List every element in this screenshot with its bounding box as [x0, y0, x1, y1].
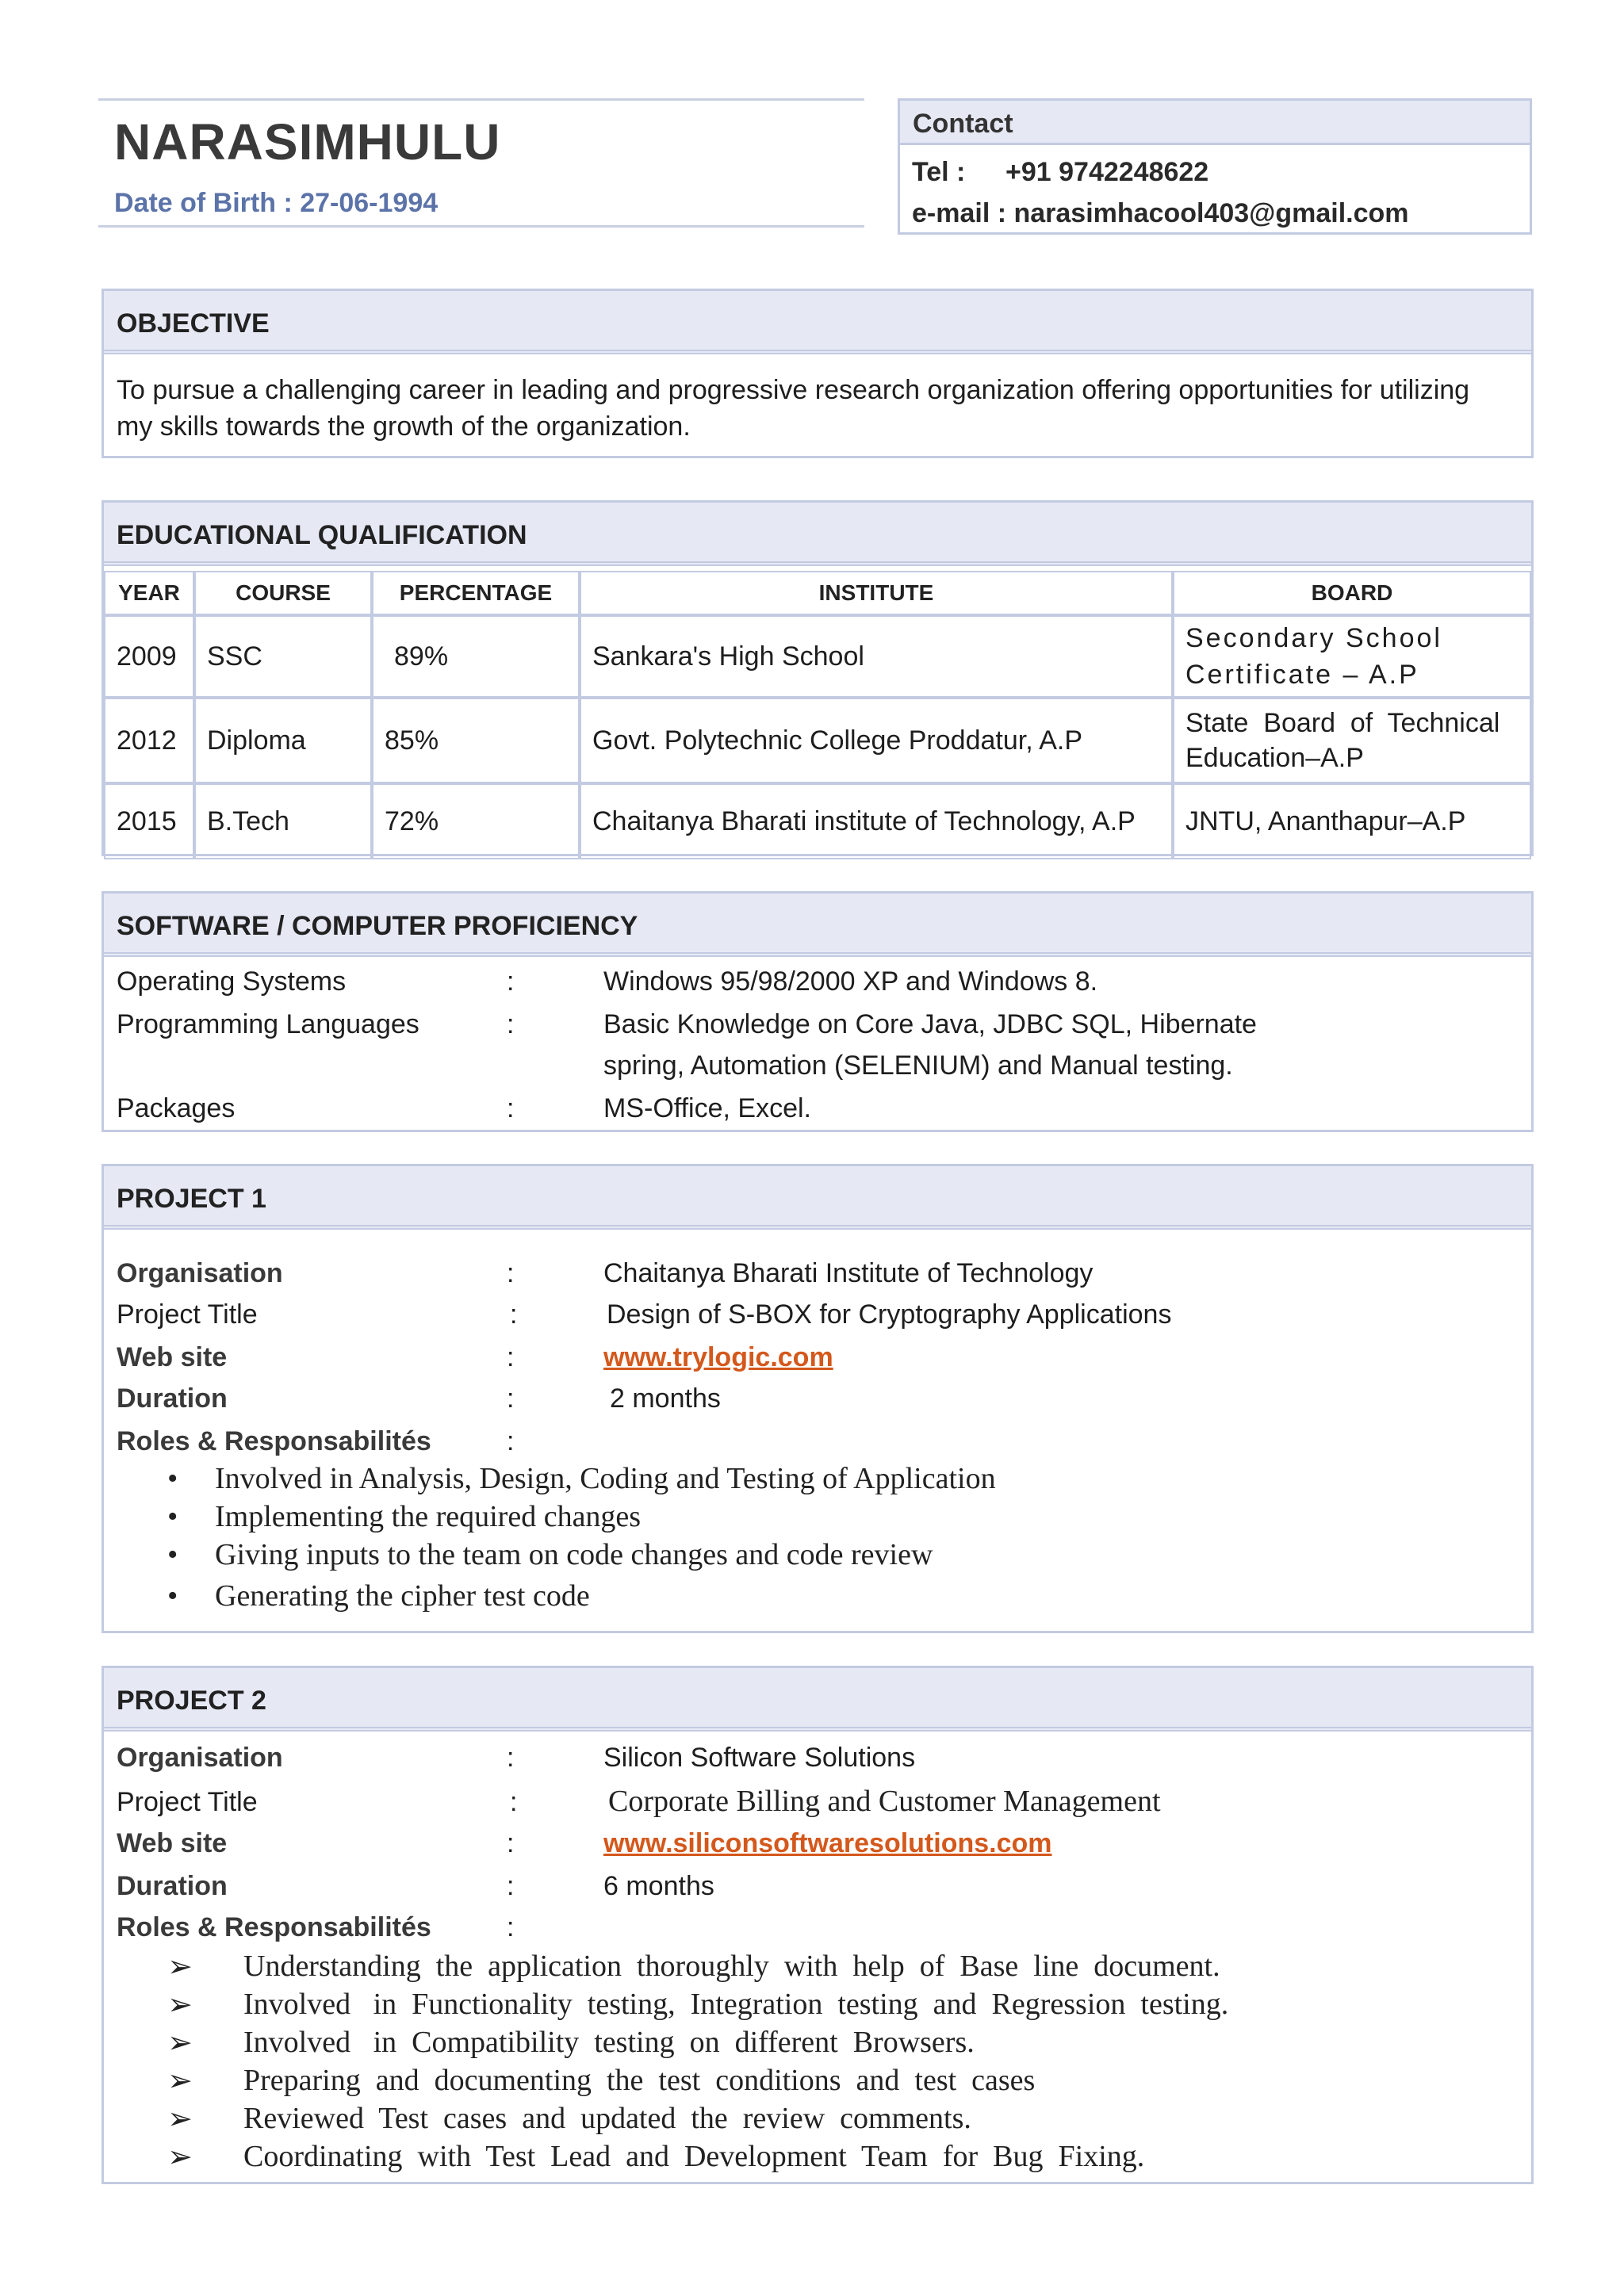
- p2-org-value: Silicon Software Solutions: [603, 1743, 916, 1773]
- p1-bullet: Involved in Analysis, Design, Coding and Testing of Application: [215, 1462, 996, 1495]
- board-line-1: State Board of Technical: [1185, 708, 1500, 738]
- project2-header: [104, 1668, 1531, 1732]
- p1-org-colon: :: [507, 1258, 515, 1288]
- cell-percentage: 89%: [372, 615, 580, 698]
- tel-label: Tel :: [912, 157, 966, 187]
- p2-title-label: Project Title: [117, 1787, 258, 1817]
- bullet-icon: •: [167, 1500, 178, 1533]
- board-line-1: Secondary School: [1185, 623, 1442, 653]
- p2-bullet: Reviewed Test cases and updated the review comments.: [243, 2102, 971, 2135]
- p2-bullet: Coordinating with Test Lead and Development Team for Bug Fixing.: [243, 2140, 1145, 2173]
- pkg-label: Packages: [117, 1093, 236, 1123]
- cell-percentage: 85%: [372, 698, 580, 783]
- cell-year: 2015: [104, 783, 194, 859]
- p2-duration-value: 6 months: [603, 1871, 714, 1901]
- contact-header: [900, 101, 1530, 145]
- p1-org-label: Organisation: [117, 1258, 283, 1288]
- objective-section: [102, 289, 1534, 458]
- software-section: [102, 891, 1534, 1132]
- col-header-year: YEAR: [104, 571, 194, 615]
- cell-year: 2012: [104, 698, 194, 783]
- p1-title-label: Project Title: [117, 1299, 258, 1330]
- objective-line-1: To pursue a challenging career in leading and progressive research organization offering opportunities for utilizing: [117, 375, 1470, 405]
- pl-label: Programming Languages: [117, 1009, 419, 1039]
- bullet-icon: •: [167, 1462, 178, 1495]
- p1-title-value: Design of S-BOX for Cryptography Applications: [607, 1299, 1172, 1330]
- p2-bullet: Involved in Functionality testing, Integration testing and Regression testing.: [243, 1988, 1229, 2021]
- p2-roles-colon: :: [507, 1912, 515, 1942]
- os-value: Windows 95/98/2000 XP and Windows 8.: [603, 966, 1098, 997]
- candidate-name: NARASIMHULU: [114, 113, 501, 170]
- table-row: [104, 615, 1531, 698]
- email-value[interactable]: e-mail : narasimhacool403@gmail.com: [912, 198, 1409, 228]
- arrow-bullet-icon: ➢: [167, 1988, 193, 2022]
- p1-duration-colon: :: [507, 1383, 515, 1414]
- header-divider-top: [98, 98, 864, 101]
- p2-bullet: Involved in Compatibility testing on different Browsers.: [243, 2026, 975, 2059]
- pkg-value: MS-Office, Excel.: [603, 1093, 811, 1123]
- cell-board: [1173, 615, 1531, 698]
- project1-section: [102, 1164, 1534, 1633]
- os-label: Operating Systems: [117, 966, 347, 997]
- cell-year: 2009: [104, 615, 194, 698]
- table-header-row: [104, 571, 1531, 615]
- p1-web-colon: :: [507, 1342, 515, 1372]
- p1-roles-colon: :: [507, 1426, 515, 1456]
- p2-web-label: Web site: [117, 1828, 228, 1858]
- table-row: [104, 698, 1531, 783]
- project1-title: PROJECT 1: [117, 1184, 266, 1214]
- p1-website-link[interactable]: www.trylogic.com: [603, 1342, 833, 1372]
- pl-value-2: spring, Automation (SELENIUM) and Manual testing.: [603, 1050, 1233, 1081]
- p2-org-label: Organisation: [117, 1743, 283, 1773]
- p2-duration-label: Duration: [117, 1871, 228, 1901]
- p1-web-label: Web site: [117, 1342, 228, 1372]
- education-table: [104, 571, 1531, 859]
- cell-institute: Chaitanya Bharati institute of Technology, A.P: [580, 783, 1173, 859]
- pkg-colon: :: [507, 1093, 515, 1123]
- project2-title: PROJECT 2: [117, 1686, 266, 1716]
- project1-header: [104, 1166, 1531, 1230]
- p2-roles-label: Roles & Responsabilités: [117, 1912, 431, 1942]
- cell-institute: Govt. Polytechnic College Proddatur, A.P: [580, 698, 1173, 783]
- p2-title-colon: :: [510, 1787, 518, 1817]
- cell-board: JNTU, Ananthapur–A.P: [1173, 783, 1531, 859]
- objective-line-2: my skills towards the growth of the organization.: [117, 411, 691, 442]
- education-section: [102, 500, 1534, 856]
- col-header-institute: INSTITUTE: [580, 571, 1173, 615]
- project2-section: [102, 1666, 1534, 2184]
- pl-colon: :: [507, 1009, 515, 1039]
- col-header-percentage: PERCENTAGE: [372, 571, 580, 615]
- p2-title-value: Corporate Billing and Customer Management: [608, 1785, 1161, 1818]
- p1-roles-label: Roles & Responsabilités: [117, 1426, 431, 1456]
- pl-value-1: Basic Knowledge on Core Java, JDBC SQL, Hibernate: [603, 1009, 1257, 1039]
- os-colon: :: [507, 966, 515, 997]
- p1-duration-label: Duration: [117, 1383, 228, 1414]
- p2-bullet: Understanding the application thoroughly with help of Base line document.: [243, 1950, 1220, 1983]
- board-line-2: Certificate – A.P: [1185, 660, 1419, 690]
- col-header-board: BOARD: [1173, 571, 1531, 615]
- cell-course: Diploma: [194, 698, 372, 783]
- cell-course: B.Tech: [194, 783, 372, 859]
- col-header-course: COURSE: [194, 571, 372, 615]
- bullet-icon: •: [167, 1538, 178, 1571]
- arrow-bullet-icon: ➢: [167, 2064, 193, 2098]
- p2-duration-colon: :: [507, 1871, 515, 1901]
- objective-header: [104, 291, 1531, 354]
- cell-institute: Sankara's High School: [580, 615, 1173, 698]
- p1-bullet: Generating the cipher test code: [215, 1579, 590, 1613]
- p1-duration-value: 2 months: [610, 1383, 721, 1414]
- p2-website-link[interactable]: www.siliconsoftwaresolutions.com: [603, 1828, 1052, 1858]
- p1-bullet: Giving inputs to the team on code changes and code review: [215, 1538, 933, 1571]
- cell-course: SSC: [194, 615, 372, 698]
- arrow-bullet-icon: ➢: [167, 2141, 193, 2174]
- p1-org-value: Chaitanya Bharati Institute of Technology: [603, 1258, 1094, 1288]
- education-header: [104, 503, 1531, 566]
- date-of-birth: Date of Birth : 27-06-1994: [114, 188, 439, 218]
- p2-org-colon: :: [507, 1743, 515, 1773]
- tel-value[interactable]: +91 9742248622: [1005, 157, 1209, 187]
- contact-title: Contact: [913, 109, 1013, 139]
- p2-bullet: Preparing and documenting the test conditions and test cases: [243, 2064, 1036, 2097]
- bullet-icon: •: [167, 1579, 178, 1613]
- arrow-bullet-icon: ➢: [167, 2103, 193, 2136]
- software-title: SOFTWARE / COMPUTER PROFICIENCY: [117, 911, 638, 941]
- p1-bullet: Implementing the required changes: [215, 1500, 642, 1533]
- software-header: [104, 894, 1531, 957]
- table-row: [104, 783, 1531, 859]
- cell-percentage: 72%: [372, 783, 580, 859]
- p1-title-colon: :: [510, 1299, 518, 1330]
- p2-web-colon: :: [507, 1828, 515, 1858]
- arrow-bullet-icon: ➢: [167, 2026, 193, 2060]
- objective-title: OBJECTIVE: [117, 308, 270, 339]
- header-divider-bottom: [98, 225, 864, 228]
- education-title: EDUCATIONAL QUALIFICATION: [117, 520, 527, 550]
- cell-board: [1173, 698, 1531, 783]
- board-line-2: Education–A.P: [1185, 743, 1364, 773]
- arrow-bullet-icon: ➢: [167, 1950, 193, 1984]
